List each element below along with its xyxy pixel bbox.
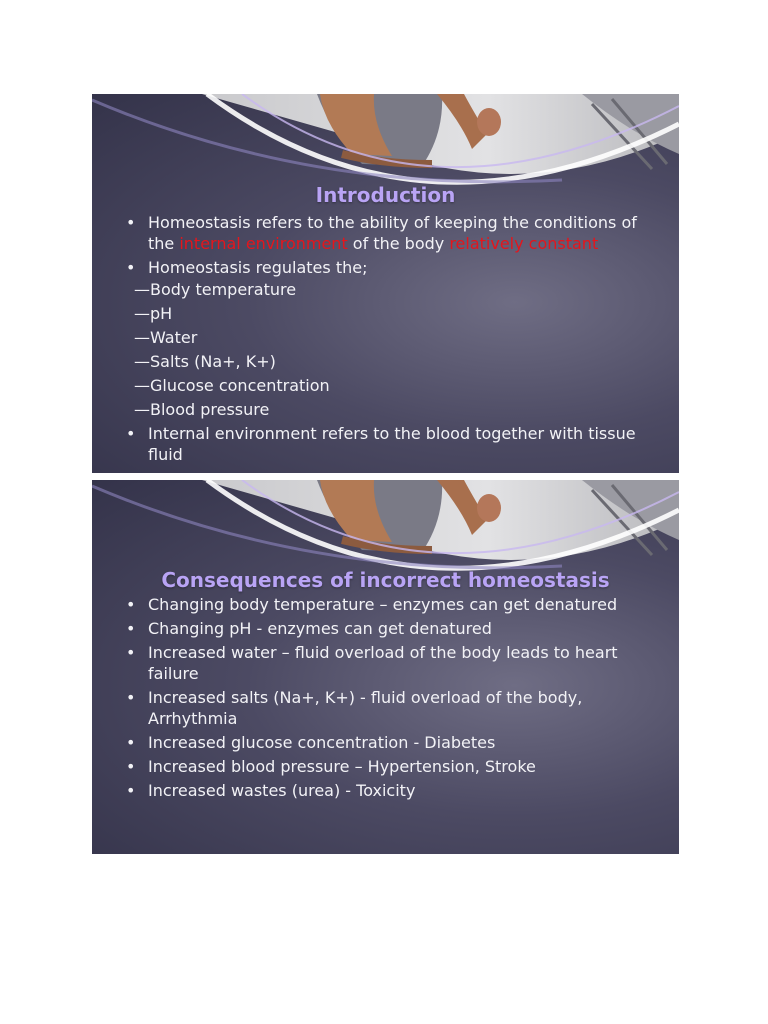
slide-title: Consequences of incorrect homeostasis	[161, 568, 610, 592]
sub-item: —Water	[134, 328, 198, 347]
bullet-symbol: •	[126, 213, 136, 232]
bullet-symbol: •	[126, 733, 136, 752]
slide-consequences	[92, 480, 679, 854]
sub-list	[134, 279, 657, 420]
bullet-item	[126, 594, 657, 615]
bullet-symbol: •	[126, 643, 136, 662]
sub-item: —pH	[134, 304, 173, 323]
bullet-text: Changing pH - enzymes can get denatured	[148, 619, 492, 638]
runner-header-image	[92, 480, 679, 575]
runner-header-image	[92, 94, 679, 189]
bullet-text: Homeostasis refers to the ability of keeping the conditions of the	[148, 213, 637, 253]
bullet-item	[126, 687, 657, 729]
bullet-symbol: •	[126, 688, 136, 707]
bullet-text: Changing body temperature – enzymes can get denatured	[148, 595, 618, 614]
bullet-symbol: •	[126, 258, 136, 277]
bullet-text: Increased water – fluid overload of the body leads to heart failure	[148, 643, 618, 683]
bullet-text: Increased blood pressure – Hypertension, Stroke	[148, 757, 536, 776]
slide-introduction	[92, 94, 679, 473]
bullet-symbol: •	[126, 595, 136, 614]
bullet-symbol: •	[126, 424, 136, 443]
slide-title: Introduction	[315, 183, 456, 207]
highlight-internal-environment: internal environment	[179, 234, 348, 253]
bullet-list	[126, 212, 657, 468]
sub-item: —Body temperature	[134, 280, 297, 299]
bullet-item	[126, 642, 657, 684]
highlight-relatively-constant: relatively constant	[449, 234, 599, 253]
bullet-symbol: •	[126, 757, 136, 776]
bullet-item	[126, 257, 657, 420]
bullet-text: Increased salts (Na+, K+) - fluid overload of the body, Arrhythmia	[148, 688, 583, 728]
sub-item: —Salts (Na+, K+)	[134, 352, 276, 371]
bullet-list	[126, 594, 657, 804]
bullet-symbol: •	[126, 781, 136, 800]
bullet-text: Internal environment refers to the blood together with tissue fluid	[148, 424, 636, 464]
bullet-symbol: •	[126, 619, 136, 638]
bullet-item	[126, 618, 657, 639]
bullet-text: Increased wastes (urea) - Toxicity	[148, 781, 416, 800]
sub-item: —Glucose concentration	[134, 376, 330, 395]
bullet-item	[126, 423, 657, 465]
bullet-item	[126, 732, 657, 753]
bullet-item	[126, 212, 657, 254]
bullet-text: of the body	[347, 234, 450, 253]
bullet-text: Increased glucose concentration - Diabetes	[148, 733, 496, 752]
sub-item: —Blood pressure	[134, 400, 270, 419]
bullet-text: Homeostasis regulates the;	[148, 258, 368, 277]
bullet-item	[126, 780, 657, 801]
bullet-item	[126, 756, 657, 777]
